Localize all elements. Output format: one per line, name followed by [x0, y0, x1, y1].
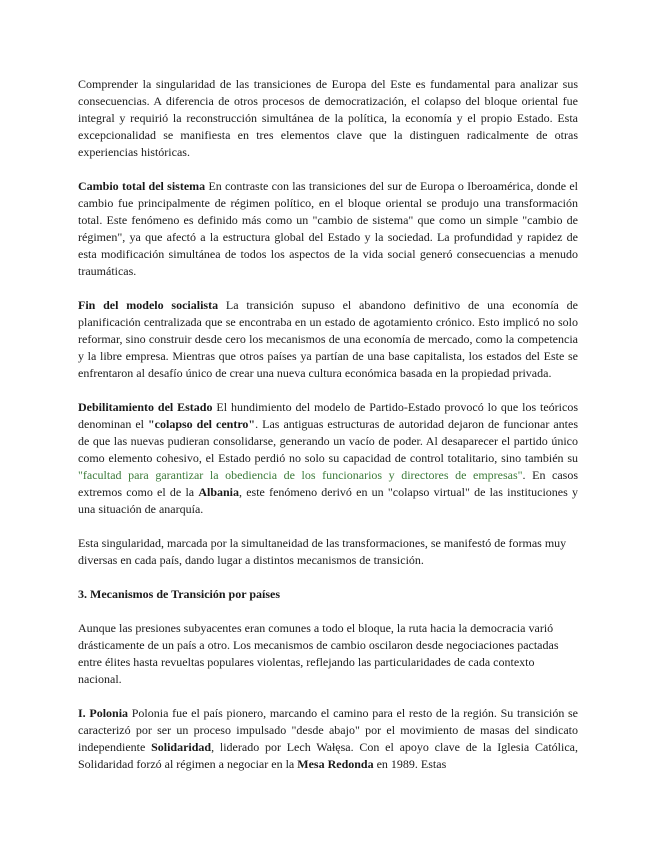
pol-text-3: en 1989. Estas [373, 757, 447, 771]
pol-text-1: Polonia fue el país pionero, marcando el camino para el resto de la región. Su transición se caracterizó por ser un proceso impulsado "desde abajo" por el movimiento de masas del sindicato independiente [78, 706, 579, 754]
deb-text-2: . Las antiguas estructuras de autoridad dejaron de funcionar antes de que las nuevas pudieran consolidarse, generando un vacío de poder. Al desaparecer el partido único como elemento cohesivo, el Estado perdió no solo su capacidad de control totalitario, sino también su [78, 417, 579, 465]
deb-bold-1: "colapso del centro" [148, 417, 256, 431]
cambio-title: Cambio total del sistema [78, 179, 206, 193]
polonia-title: I. Polonia [78, 706, 129, 720]
pol-bold-1: Solidaridad [151, 740, 212, 754]
cambio-text: En contraste con las transiciones del sur de Europa o Iberoamérica, donde el cambio fue principalmente de régimen político, en el bloque oriental se produjo una transformación total. Este fenómeno es definido más como un "cambio de sistema" que como un simple "cambio de régimen", ya que afectó a la estructura global del Estado y la sociedad. La profundidad y rapidez de esta modificación simultánea de todos los aspectos de la vida social generó consecuencias a menudo traumáticas. [78, 179, 578, 278]
deb-text-3: . En casos extremos como el de la [78, 468, 579, 499]
fin-paragraph [78, 297, 578, 382]
singularidad-paragraph: Esta singularidad, marcada por la simultaneidad de las transformaciones, se manifestó de formas muy diversas en cada país, dando lugar a distintos mecanismos de transición. [78, 536, 567, 567]
fin-text: La transición supuso el abandono definitivo de una economía de planificación centralizada que se encontraba en un estado de agotamiento crónico. Esto implicó no solo reformar, sino construir desde cero los mecanismos de una economía de mercado, como la competencia y la libre empresa. Mientras que otros países ya partían de una base capitalista, los estados del Este se enfrentaron al desafío único de crear una nueva cultura económica basada en la propiedad privada. [78, 298, 578, 380]
polonia-paragraph [78, 705, 578, 773]
deb-quote: "facultad para garantizar la obediencia de los funcionarios y directores de empresas" [78, 468, 523, 482]
intro-paragraph: Comprender la singularidad de las transiciones de Europa del Este es fundamental para analizar sus consecuencias. A diferencia de otros procesos de democratización, el colapso del bloque oriental fue integral y requirió la reconstrucción simultánea de la política, la economía y el propio Estado. Esta excepcionalidad se manifiesta en tres elementos clave que la distinguen radicalmente de otras experiencias históricas. [78, 77, 578, 159]
mecanismos-paragraph: Aunque las presiones subyacentes eran comunes a todo el bloque, la ruta hacia la democracia varió drásticamente de un país a otro. Los mecanismos de cambio oscilaron desde negociaciones pactadas entre élites hasta revueltas populares violentas, reflejando las particularidades de cada contexto nacional. [78, 621, 559, 686]
debilitamiento-paragraph [78, 399, 578, 518]
pol-text-2: , liderado por Lech Wałęsa. Con el apoyo clave de la Iglesia Católica, Solidaridad forzó al régimen a negociar en la [78, 740, 578, 771]
cambio-paragraph [78, 178, 578, 280]
document-body [78, 76, 578, 790]
deb-text-1: El hundimiento del modelo de Partido-Estado provocó lo que los teóricos denominan el [78, 400, 578, 431]
deb-bold-2: Albania [198, 485, 240, 499]
deb-text-4: , este fenómeno derivó en un "colapso virtual" de las instituciones y una situación de anarquía. [78, 485, 578, 516]
section-heading: 3. Mecanismos de Transición por países [78, 587, 281, 601]
debilitamiento-title: Debilitamiento del Estado [78, 400, 213, 414]
fin-title: Fin del modelo socialista [78, 298, 219, 312]
pol-bold-2: Mesa Redonda [297, 757, 374, 771]
